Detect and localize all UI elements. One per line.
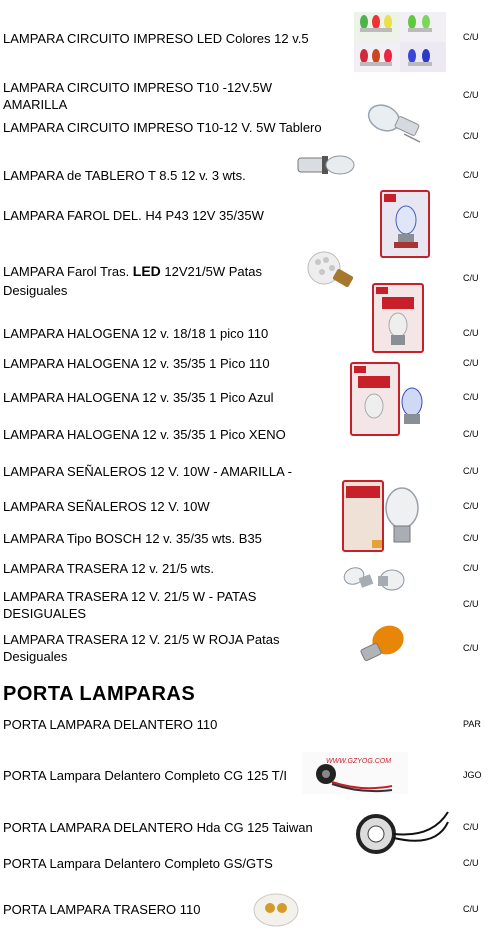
- product-description: LAMPARA FAROL DEL. H4 P43 12V 35/35W: [3, 208, 264, 223]
- amber-bulb-photo: [356, 620, 408, 668]
- unit-label: C/U: [463, 563, 479, 573]
- unit-label: C/U: [463, 599, 479, 609]
- bulb-box-photo: [342, 480, 424, 552]
- unit-label: PAR: [463, 719, 481, 729]
- product-description: LAMPARA CIRCUITO IMPRESO T10 -12V.5W AMARILLA: [3, 80, 272, 112]
- t10-bulb-photo: [362, 100, 426, 146]
- description-text: 12V21/5W Patas Desiguales: [3, 264, 262, 298]
- unit-label: C/U: [463, 32, 479, 42]
- unit-label: C/U: [463, 466, 479, 476]
- headlight-holder-hda-photo: [352, 798, 452, 862]
- product-description: LAMPARA TRASERA 12 V. 21/5 W ROJA Patas Desiguales: [3, 632, 280, 664]
- unit-label: C/U: [463, 501, 479, 511]
- product-description: PORTA LAMPARA DELANTERO 110: [3, 717, 218, 732]
- product-description: LAMPARA de TABLERO T 8.5 12 v. 3 wts.: [3, 168, 246, 183]
- description-text: LAMPARA Farol Tras.: [3, 264, 133, 279]
- unit-label: C/U: [463, 822, 479, 832]
- unit-label: C/U: [463, 533, 479, 543]
- description-bold: LED: [132, 263, 161, 279]
- unit-label: C/U: [463, 210, 479, 220]
- headlight-holder-cg-photo: [302, 752, 408, 794]
- product-description: LAMPARA TRASERA 12 v. 21/5 wts.: [3, 561, 214, 576]
- unit-label: C/U: [463, 90, 479, 100]
- product-description: LAMPARA Tipo BOSCH 12 v. 35/35 wts. B35: [3, 531, 262, 546]
- unit-label: C/U: [463, 358, 479, 368]
- product-description: LAMPARA HALOGENA 12 v. 35/35 1 Pico Azul: [3, 390, 274, 405]
- product-description: LAMPARA TRASERA 12 V. 21/5 W - PATAS DESIGUALES: [3, 589, 257, 621]
- product-description: LAMPARA CIRCUITO IMPRESO LED Colores 12 v.5: [3, 31, 309, 46]
- product-description: PORTA LAMPARA DELANTERO Hda CG 125 Taiwan: [3, 820, 313, 835]
- product-description: [3, 262, 303, 300]
- product-description: LAMPARA HALOGENA 12 v. 35/35 1 Pico 110: [3, 356, 270, 371]
- tail-bulbs-photo: [340, 560, 410, 598]
- product-description: PORTA Lampara Delantero Completo GS/GTS: [3, 856, 273, 871]
- product-description: LAMPARA CIRCUITO IMPRESO T10-12 V. 5W Tablero: [3, 120, 322, 135]
- led-tail-bulb-photo: [304, 248, 356, 294]
- product-description: LAMPARA HALOGENA 12 v. 18/18 1 pico 110: [3, 326, 269, 341]
- unit-label: C/U: [463, 328, 479, 338]
- dashboard-bulb-photo: [296, 150, 356, 180]
- product-description: LAMPARA SEÑALEROS 12 V. 10W - AMARILLA -: [3, 464, 293, 479]
- halogen-bulb-box-2-photo: [350, 362, 426, 438]
- unit-label: C/U: [463, 392, 479, 402]
- unit-label: C/U: [463, 858, 479, 868]
- product-description: LAMPARA HALOGENA 12 v. 35/35 1 Pico XENO: [3, 427, 286, 442]
- unit-label: C/U: [463, 170, 479, 180]
- unit-label: C/U: [463, 643, 479, 653]
- h4-bulb-box-photo: [380, 190, 430, 258]
- unit-label: C/U: [463, 273, 479, 283]
- unit-label: JGO: [463, 770, 482, 780]
- rear-holder-photo: [250, 890, 308, 930]
- product-description: PORTA LAMPARA TRASERO 110: [3, 902, 201, 917]
- product-description: LAMPARA SEÑALEROS 12 V. 10W: [3, 499, 210, 514]
- led-bulbs-photo: [354, 12, 446, 72]
- unit-label: C/U: [463, 904, 479, 914]
- section-heading: PORTA LAMPARAS: [3, 683, 196, 705]
- unit-label: C/U: [463, 131, 479, 141]
- unit-label: C/U: [463, 429, 479, 439]
- product-description: PORTA Lampara Delantero Completo CG 125 T/I: [3, 768, 287, 783]
- halogen-bulb-box-photo: [372, 283, 424, 353]
- watermark-text: WWW.GZYOG.COM: [326, 758, 392, 765]
